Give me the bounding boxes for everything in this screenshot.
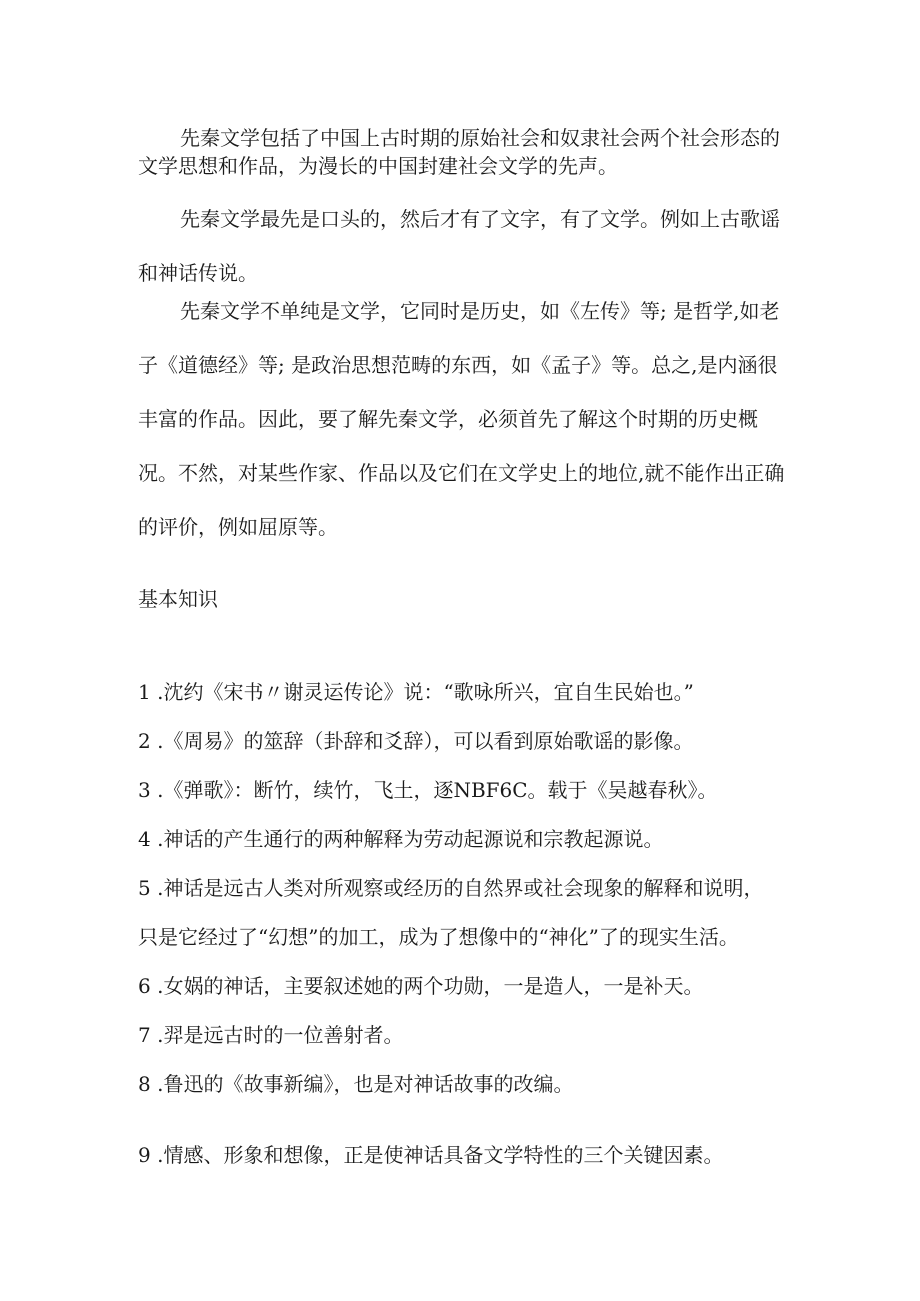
list-item-1: 1 .沈约《宋书〃谢灵运传论》说：“歌咏所兴，宜自生民始也。” bbox=[138, 680, 694, 704]
list-item-2: 2 .《周易》的筮辞（卦辞和爻辞），可以看到原始歌谣的影像。 bbox=[138, 729, 694, 753]
list-item-5: 5 .神话是远古人类对所观察或经历的自然界或社会现象的解释和说明， bbox=[138, 876, 764, 900]
list-item-6: 6 .女娲的神话，主要叙述她的两个功勋，一是造人，一是补天。 bbox=[138, 974, 704, 998]
intro-paragraph-1: 先秦文学包括了中国上古时期的原始社会和奴隶社会两个社会形态的文学思想和作品，为漫长的中国封建社会文学的先声。 bbox=[138, 126, 780, 178]
list-item-4: 4 .神话的产生通行的两种解释为劳动起源说和宗教起源说。 bbox=[138, 827, 664, 851]
list-item-5-continuation: 只是它经过了“幻想”的加工，成为了想像中的“神化”了的现实生活。 bbox=[138, 925, 739, 949]
intro-paragraph-2: 先秦文学最先是口头的，然后才有了文字，有了文学。例如上古歌谣和神话传说。 bbox=[138, 207, 780, 285]
section-heading: 基本知识 bbox=[138, 587, 218, 611]
list-item-9: 9 .情感、形象和想像，正是使神话具备文学特性的三个关键因素。 bbox=[138, 1143, 724, 1167]
list-item-8: 8 .鲁迅的《故事新编》，也是对神话故事的改编。 bbox=[138, 1072, 574, 1096]
list-item-7: 7 .羿是远古时的一位善射者。 bbox=[138, 1023, 404, 1047]
list-item-3: 3 .《弹歌》：断竹，续竹，飞土，逐NBF6C。载于《吴越春秋》。 bbox=[138, 778, 718, 802]
intro-paragraph-3: 先秦文学不单纯是文学，它同时是历史，如《左传》等; 是哲学,如老子《道德经》等; 是政治思想范畴的东西，如《孟子》等。总之,是内涵很丰富的作品。因此，要了解先秦文学，必须首先了解这个时期的历史概况。不然，对某些作家、作品以及它们在文学史上的地位,就不能作出正确的评价，例如屈原等。 bbox=[138, 299, 785, 539]
